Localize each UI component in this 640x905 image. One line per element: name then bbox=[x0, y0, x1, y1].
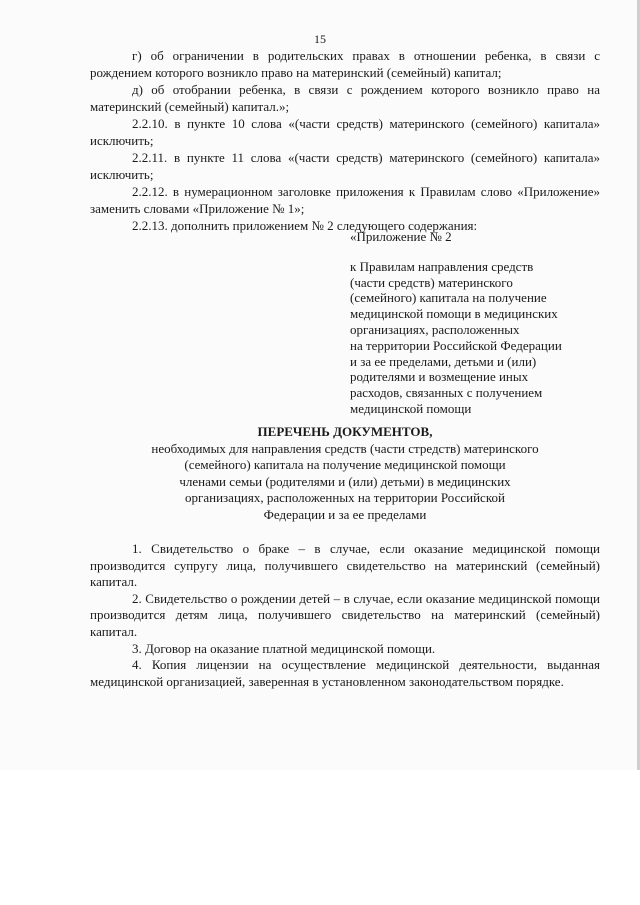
paragraph-2-2-10: 2.2.10. в пункте 10 слова «(части средств) материнского (семейного) капитала» исключить; bbox=[90, 116, 600, 148]
appendix-line: к Правилам направления средств bbox=[350, 258, 534, 274]
appendix-line: расходов, связанных с получением bbox=[350, 385, 543, 401]
list-item: 2. Свидетельство о рождении детей – в случае, если оказание медицинской помощи производится детям лица, получившего свидетельство на материнский (семейный) капитал. bbox=[90, 590, 600, 639]
paragraph-2-2-13: 2.2.13. дополнить приложением № 2 следующего содержания: bbox=[132, 218, 478, 233]
heading-line: членами семьи (родителями и (или) детьми) в медицинских bbox=[179, 473, 511, 489]
appendix-block bbox=[350, 229, 600, 417]
heading-line: необходимых для направления средств (части стредств) материнского bbox=[151, 440, 539, 456]
appendix-line: медицинской помощи в медицинских bbox=[350, 306, 558, 322]
appendix-line: (семейного) капитала на получение bbox=[350, 290, 547, 306]
appendix-title: «Приложение № 2 bbox=[350, 229, 452, 244]
heading-title: ПЕРЕЧЕНЬ ДОКУМЕНТОВ, bbox=[257, 424, 433, 439]
appendix-line: организациях, расположенных bbox=[350, 321, 520, 337]
paragraph-2-2-11: 2.2.11. в пункте 11 слова «(части средств) материнского (семейного) капитала» исключить; bbox=[90, 150, 600, 182]
paragraph-2-2-12: 2.2.12. в нумерационном заголовке приложения к Правилам слово «Приложение» заменить словами «Приложение № 1»; bbox=[90, 184, 600, 216]
paragraph-restriction: г) об ограничении в родительских правах в отношении ребенка, в связи с рождением которого возникло право на материнский (семейный) капитал; bbox=[90, 48, 600, 80]
list-item: 3. Договор на оказание платной медицинской помощи. bbox=[132, 640, 436, 656]
appendix-line: и за ее пределами, детьми и (или) bbox=[350, 353, 537, 369]
heading-line: (семейного) капитала на получение медицинской помощи bbox=[184, 457, 506, 472]
document-list bbox=[90, 541, 600, 690]
appendix-line: (части средств) материнского bbox=[350, 274, 513, 290]
amendment-text bbox=[90, 47, 600, 234]
paragraph-removal: д) об отобрании ребенка, в связи с рождением которого возникло право на материнский (семейный) капитал.»; bbox=[90, 82, 600, 114]
appendix-line: родителями и возмещение иных bbox=[350, 369, 529, 385]
list-item: 4. Копия лицензии на осуществление медицинской деятельности, выданная медицинской организацией, заверенная в установленном законодательством порядке. bbox=[90, 657, 600, 689]
list-item: 1. Свидетельство о браке – в случае, если оказание медицинской помощи производится супругу лица, получившего свидетельство на материнский (семейный) капитал. bbox=[90, 541, 600, 590]
page-number: 15 bbox=[314, 32, 326, 46]
appendix-line: на территории Российской Федерации bbox=[350, 337, 562, 353]
appendix-line: медицинской помощи bbox=[350, 400, 472, 416]
heading-line: Федерации и за ее пределами bbox=[263, 506, 427, 522]
document-list-heading bbox=[90, 424, 600, 523]
heading-line: организациях, расположенных на территории Российской bbox=[185, 490, 505, 505]
blank-margin bbox=[0, 770, 640, 905]
